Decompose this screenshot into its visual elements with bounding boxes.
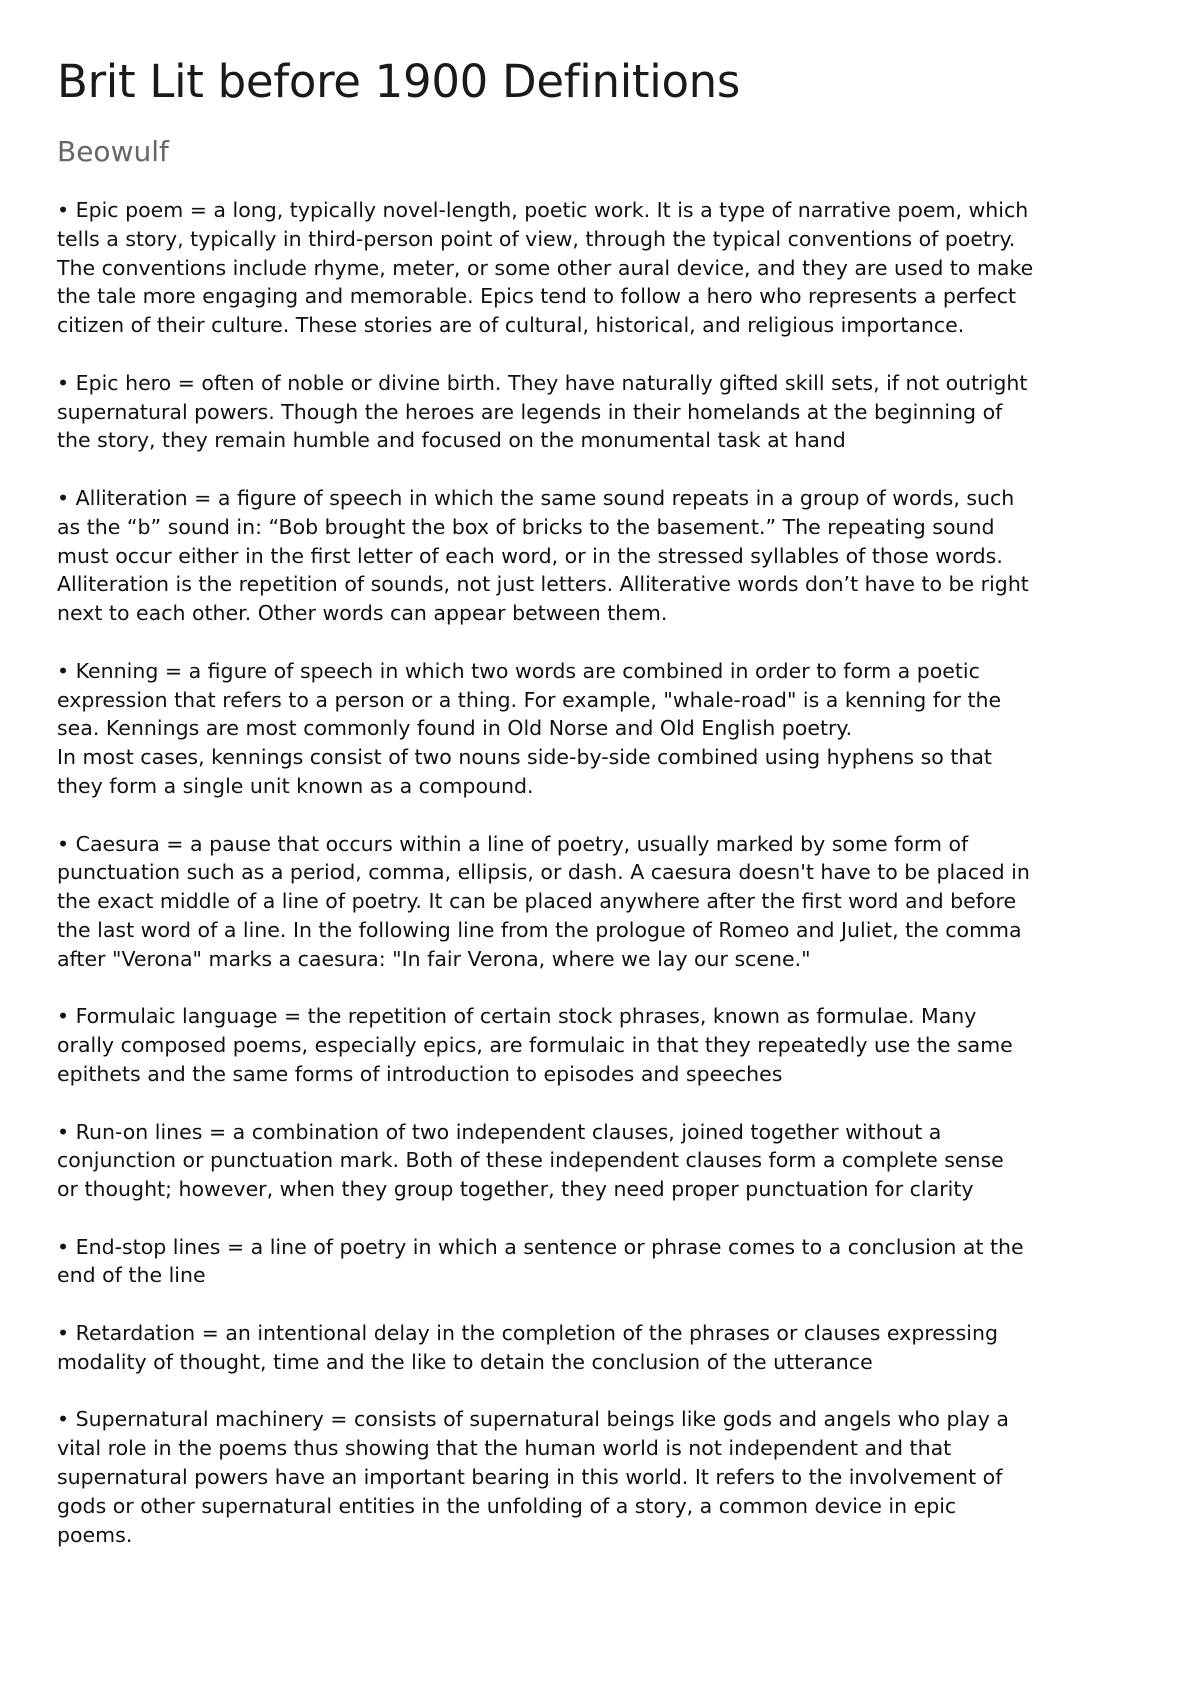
definition-line bbox=[57, 369, 1157, 398]
definition-text: = the repetition of certain stock phrases, known as formulae. Many bbox=[277, 1004, 977, 1029]
definition-term: Retardation bbox=[75, 1321, 196, 1346]
definition-line bbox=[57, 542, 1157, 571]
definition-term: Formulaic language bbox=[75, 1004, 278, 1029]
definition-text: the tale more engaging and memorable. Epics tend to follow a hero who represents a perfect bbox=[57, 284, 1017, 309]
definition-text: the exact middle of a line of poetry. It can be placed anywhere after the first word and before bbox=[57, 889, 1017, 914]
definition-text: epithets and the same forms of introduction to episodes and speeches bbox=[57, 1061, 783, 1086]
definition-line bbox=[57, 686, 1157, 715]
definition-entry bbox=[57, 1233, 1157, 1291]
document-title: Brit Lit before 1900 Definitions bbox=[57, 55, 741, 108]
definition-line bbox=[57, 282, 1157, 311]
definition-text: they form a single unit known as a compound. bbox=[57, 773, 534, 798]
definition-line bbox=[57, 1233, 1157, 1262]
definition-text: orally composed poems, especially epics, are formulaic in that they repeatedly use the same bbox=[57, 1033, 1013, 1058]
definition-entry bbox=[57, 1319, 1157, 1377]
definition-entry bbox=[57, 830, 1157, 974]
definition-line bbox=[57, 1031, 1157, 1060]
bullet-icon: • bbox=[57, 198, 70, 222]
definition-text: expression that refers to a person or a thing. For example, "whale-road" is a kenning for the bbox=[57, 687, 1002, 712]
definition-line bbox=[57, 513, 1157, 542]
definition-text: = often of noble or divine birth. They have naturally gifted skill sets, if not outright bbox=[171, 370, 1028, 395]
definition-term: Supernatural machinery bbox=[75, 1407, 324, 1432]
definition-text: = a pause that occurs within a line of poetry, usually marked by some form of bbox=[159, 831, 969, 856]
definition-entry bbox=[57, 1002, 1157, 1088]
definition-text: the story, they remain humble and focused on the monumental task at hand bbox=[57, 428, 846, 453]
bullet-icon: • bbox=[57, 1234, 70, 1259]
bullet-icon: • bbox=[57, 1321, 70, 1346]
definition-text: must occur either in the first letter of each word, or in the stressed syllables of those words. bbox=[57, 543, 1003, 568]
definition-entry bbox=[57, 484, 1157, 628]
definition-line bbox=[57, 311, 1157, 340]
definition-entry bbox=[57, 369, 1157, 455]
definition-line bbox=[57, 743, 1157, 772]
definition-line bbox=[57, 1521, 1157, 1550]
definition-term: Run-on lines bbox=[75, 1119, 203, 1144]
definition-line bbox=[57, 1319, 1157, 1348]
definition-line bbox=[57, 887, 1157, 916]
definition-text: after "Verona" marks a caesura: "In fair Verona, where we lay our scene." bbox=[57, 946, 811, 971]
section-heading: Beowulf bbox=[57, 135, 169, 168]
definition-text: = a long, typically novel-length, poetic work. It is a type of narrative poem, which bbox=[183, 198, 1029, 222]
definition-line bbox=[57, 772, 1157, 801]
definition-text: next to each other. Other words can appear between them. bbox=[57, 601, 668, 626]
definition-text: In most cases, kennings consist of two nouns side-by-side combined using hyphens so that bbox=[57, 745, 992, 770]
definition-line bbox=[57, 830, 1157, 859]
definition-entry bbox=[57, 196, 1157, 340]
definition-line bbox=[57, 1002, 1157, 1031]
definition-term: Alliteration bbox=[75, 485, 188, 510]
definition-line bbox=[57, 657, 1157, 686]
definition-text: Alliteration is the repetition of sounds, not just letters. Alliterative words don’t have to be right bbox=[57, 572, 1029, 597]
definition-line bbox=[57, 1492, 1157, 1521]
bullet-icon: • bbox=[57, 1119, 70, 1144]
definition-text: the last word of a line. In the following line from the prologue of Romeo and Juliet, the comma bbox=[57, 917, 1022, 942]
definition-term: Epic poem bbox=[75, 198, 184, 222]
definition-text: = consists of supernatural beings like gods and angels who play a bbox=[323, 1407, 1009, 1432]
definition-entry bbox=[57, 657, 1157, 801]
definition-entry bbox=[57, 1118, 1157, 1204]
definition-text: = a figure of speech in which two words are combined in order to form a poetic bbox=[158, 658, 980, 683]
definition-line bbox=[57, 254, 1157, 283]
definition-text: or thought; however, when they group together, they need proper punctuation for clarity bbox=[57, 1177, 974, 1202]
definition-text: modality of thought, time and the like to detain the conclusion of the utterance bbox=[57, 1349, 873, 1374]
definition-line bbox=[57, 225, 1157, 254]
bullet-icon: • bbox=[57, 831, 70, 856]
definition-line bbox=[57, 1146, 1157, 1175]
definition-line bbox=[57, 196, 1157, 225]
document-page bbox=[57, 0, 1157, 1578]
definition-text: as the “b” sound in: “Bob brought the box of bricks to the basement.” The repeating sound bbox=[57, 514, 995, 539]
definition-line bbox=[57, 916, 1157, 945]
definition-text: tells a story, typically in third-person point of view, through the typical conventions of poetry. bbox=[57, 226, 1016, 251]
definition-entry bbox=[57, 1405, 1157, 1549]
definition-text: = a figure of speech in which the same sound repeats in a group of words, such bbox=[187, 485, 1015, 510]
bullet-icon: • bbox=[57, 658, 70, 683]
definition-text: conjunction or punctuation mark. Both of these independent clauses form a complete sense bbox=[57, 1148, 1004, 1173]
definition-line bbox=[57, 1405, 1157, 1434]
bullet-icon: • bbox=[57, 1004, 70, 1029]
definition-text: sea. Kennings are most commonly found in Old Norse and Old English poetry. bbox=[57, 716, 853, 741]
definition-line bbox=[57, 945, 1157, 974]
definition-text: supernatural powers have an important bearing in this world. It refers to the involvement of bbox=[57, 1465, 1003, 1490]
definition-text: punctuation such as a period, comma, ellipsis, or dash. A caesura doesn't have to be placed in bbox=[57, 860, 1030, 885]
definition-term: Caesura bbox=[75, 831, 160, 856]
definition-text: The conventions include rhyme, meter, or some other aural device, and they are used to make bbox=[57, 255, 1034, 280]
definition-text: = a line of poetry in which a sentence or phrase comes to a conclusion at the bbox=[220, 1234, 1024, 1259]
bullet-icon: • bbox=[57, 1407, 70, 1432]
definition-line bbox=[57, 570, 1157, 599]
definition-line bbox=[57, 1463, 1157, 1492]
definition-line bbox=[57, 858, 1157, 887]
definition-line bbox=[57, 484, 1157, 513]
definition-text: poems. bbox=[57, 1522, 133, 1547]
definition-text: citizen of their culture. These stories are of cultural, historical, and religious importance. bbox=[57, 313, 965, 338]
definition-line bbox=[57, 426, 1157, 455]
definition-list bbox=[57, 196, 1157, 1549]
bullet-icon: • bbox=[57, 485, 70, 510]
definition-line bbox=[57, 1261, 1157, 1290]
definition-text: = a combination of two independent clauses, joined together without a bbox=[202, 1119, 942, 1144]
definition-line bbox=[57, 1118, 1157, 1147]
bullet-icon: • bbox=[57, 370, 70, 395]
definition-term: End-stop lines bbox=[75, 1234, 221, 1259]
definition-line bbox=[57, 599, 1157, 628]
definition-term: Epic hero bbox=[75, 370, 172, 395]
definition-line bbox=[57, 1434, 1157, 1463]
definition-text: supernatural powers. Though the heroes are legends in their homelands at the beginning of bbox=[57, 399, 1003, 424]
definition-line bbox=[57, 1060, 1157, 1089]
definition-line bbox=[57, 398, 1157, 427]
definition-line bbox=[57, 714, 1157, 743]
definition-term: Kenning bbox=[75, 658, 159, 683]
definition-text: end of the line bbox=[57, 1263, 206, 1288]
definition-text: gods or other supernatural entities in the unfolding of a story, a common device in epic bbox=[57, 1493, 957, 1518]
definition-text: = an intentional delay in the completion of the phrases or clauses expressing bbox=[195, 1321, 998, 1346]
definition-line bbox=[57, 1348, 1157, 1377]
definition-line bbox=[57, 1175, 1157, 1204]
definition-text: vital role in the poems thus showing that the human world is not independent and that bbox=[57, 1436, 952, 1461]
